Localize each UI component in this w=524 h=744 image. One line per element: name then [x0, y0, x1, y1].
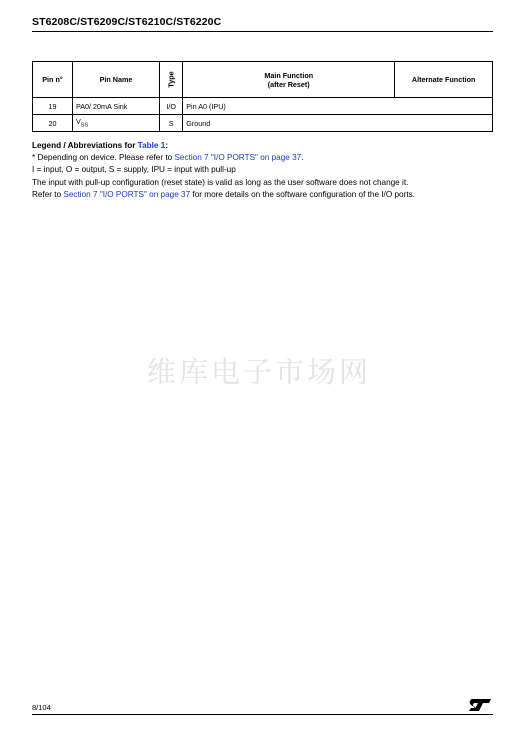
- legend-line-1-period: .: [301, 153, 304, 163]
- header-type: [160, 62, 183, 98]
- legend-line-1-text: * Depending on device. Please refer to: [32, 153, 175, 163]
- cell-type: S: [160, 115, 183, 132]
- cell-type: I/O: [160, 98, 183, 115]
- legend-title-colon: :: [165, 141, 169, 150]
- header-main-function: [183, 62, 395, 98]
- header-main-function-line1: Main Function: [264, 70, 314, 80]
- cell-pin-number: 20: [33, 115, 73, 132]
- legend-block: [32, 140, 497, 201]
- table-1-link[interactable]: Table 1: [137, 141, 166, 150]
- legend-line-2: I = input, O = output, S = supply, IPU = input with pull-up: [32, 165, 236, 175]
- legend-title-text: Legend / Abbreviations for: [32, 141, 138, 150]
- st-logo-icon: [468, 698, 492, 712]
- section-7-link-2[interactable]: Section 7 "I/O PORTS" on page 37: [63, 189, 191, 199]
- header-pin-name: Pin Name: [73, 62, 160, 98]
- header-pin-number: Pin n°: [33, 62, 73, 98]
- table-row: [33, 98, 493, 115]
- legend-line-4: [32, 189, 497, 201]
- legend-line-4-suffix: for more details on the software configuration of the I/O ports.: [190, 189, 415, 199]
- cell-pin-number: 19: [33, 98, 73, 115]
- header-alternate-function: Alternate Function: [395, 62, 493, 98]
- table-row: [33, 115, 493, 132]
- page-header-title: ST6208C/ST6209C/ST6210C/ST6220C: [32, 16, 222, 28]
- header-rule: [32, 31, 493, 32]
- header-main-function-line2: (after Reset): [267, 79, 310, 89]
- section-7-link[interactable]: Section 7 "I/O PORTS" on page 37: [174, 153, 302, 163]
- footer-rule: [32, 714, 493, 715]
- cell-pin-name: PA0/ 20mA Sink: [73, 98, 160, 115]
- table-header-row: [33, 62, 493, 98]
- cell-pin-name: [73, 115, 160, 132]
- pin-name-subscript: SS: [80, 122, 89, 129]
- header-type-label: Type: [166, 71, 176, 88]
- pin-name-base: V: [76, 117, 81, 127]
- pin-description-table: [32, 61, 493, 132]
- cell-main-function: Pin A0 (IPU): [183, 98, 493, 115]
- watermark-text: 维库电子市场网: [147, 355, 372, 389]
- legend-title: [32, 140, 497, 152]
- page-number: 8/104: [32, 703, 51, 712]
- legend-line-1: [32, 152, 497, 164]
- cell-main-function: Ground: [183, 115, 493, 132]
- legend-line-3: The input with pull-up configuration (reset state) is valid as long as the user software does not change it.: [32, 177, 409, 187]
- legend-line-4-text: Refer to: [32, 189, 64, 199]
